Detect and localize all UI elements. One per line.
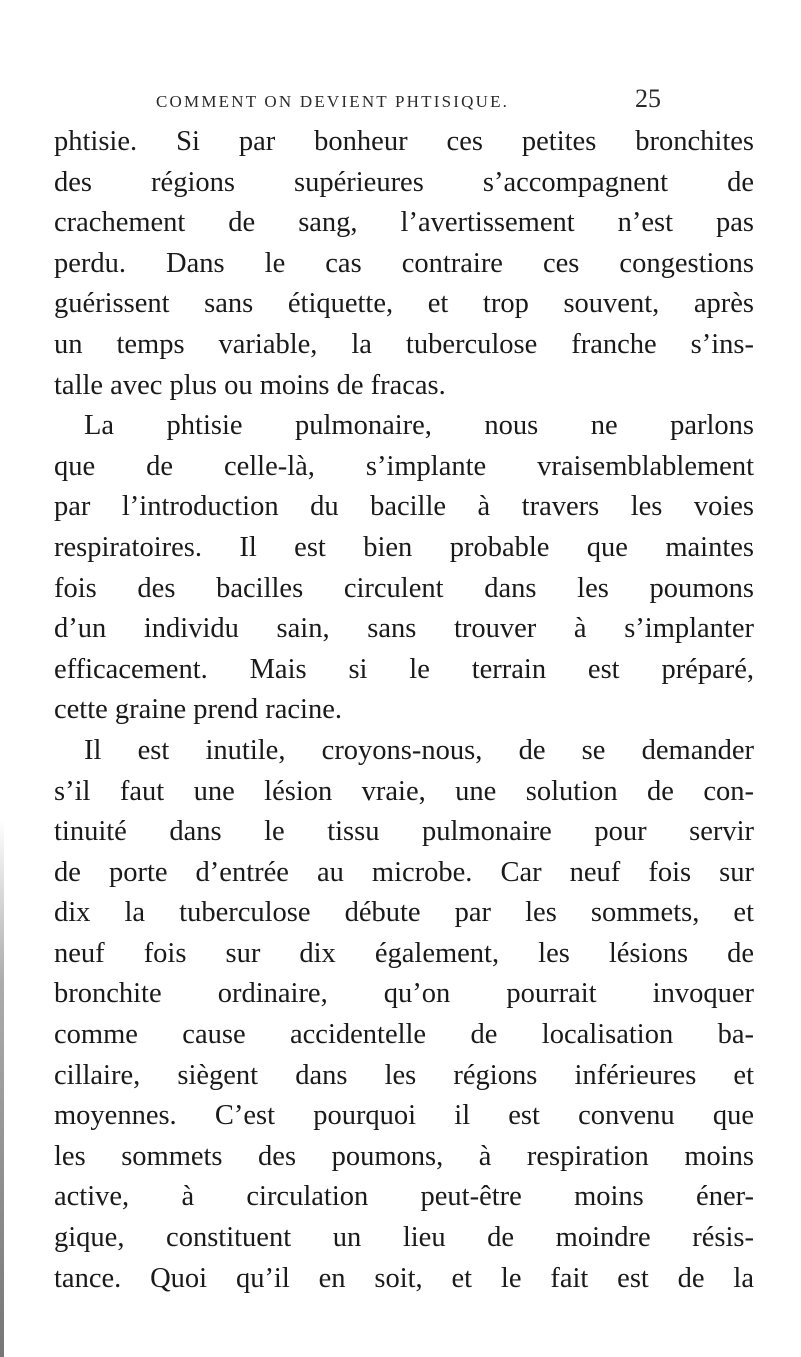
page-edge-shadow [0,820,4,1357]
running-header: COMMENT ON DEVIENT PHTISIQUE. [156,92,510,111]
text-line: La phtisie pulmonaire, nous ne parlons [84,410,754,442]
text-line: par l’introduction du bacille à travers les voies [54,491,754,523]
text-line: bronchite ordinaire, qu’on pourrait invoquer [54,978,754,1010]
paragraph-2 [54,406,754,731]
text-line: dix la tuberculose débute par les sommets, et [54,897,754,929]
text-line: perdu. Dans le cas contraire ces congestions [54,247,754,279]
text-line: talle avec plus ou moins de fracas. [54,369,446,401]
text-line: tance. Quoi qu’il en soit, et le fait est de la [54,1262,754,1294]
text-line: des régions supérieures s’accompagnent de [54,166,754,198]
text-line: active, à circulation peut-être moins éner- [54,1181,754,1213]
text-line: moyennes. C’est pourquoi il est convenu que [54,1100,754,1132]
text-line: de porte d’entrée au microbe. Car neuf fois sur [54,856,754,888]
text-line: que de celle-là, s’implante vraisemblablement [54,450,754,482]
text-line: d’un individu sain, sans trouver à s’implanter [54,613,754,645]
text-line: fois des bacilles circulent dans les poumons [54,572,754,604]
text-line: cillaire, siègent dans les régions inférieures et [54,1059,754,1091]
text-line: les sommets des poumons, à respiration moins [54,1140,754,1172]
text-line: tinuité dans le tissu pulmonaire pour servir [54,816,754,848]
text-line: phtisie. Si par bonheur ces petites bronchites [54,126,754,157]
paragraph-1 [54,122,754,406]
text-line: crachement de sang, l’avertissement n’est pas [54,207,754,239]
page-number: 25 [635,84,661,113]
text-line: s’il faut une lésion vraie, une solution de con- [54,775,754,807]
text-line: gique, constituent un lieu de moindre résis- [54,1222,754,1254]
text-line: respiratoires. Il est bien probable que maintes [54,531,754,563]
text-line: comme cause accidentelle de localisation ba- [54,1019,754,1051]
paragraph-3 [54,731,754,1299]
text-line: un temps variable, la tuberculose franche s’ins- [54,328,754,360]
text-line: neuf fois sur dix également, les lésions de [54,937,754,969]
text-line: Il est inutile, croyons-nous, de se demander [84,734,754,766]
text-line: efficacement. Mais si le terrain est préparé, [54,653,754,685]
text-line: guérissent sans étiquette, et trop souvent, après [54,288,754,320]
body-text [54,122,754,1299]
text-line: cette graine prend racine. [54,694,342,726]
